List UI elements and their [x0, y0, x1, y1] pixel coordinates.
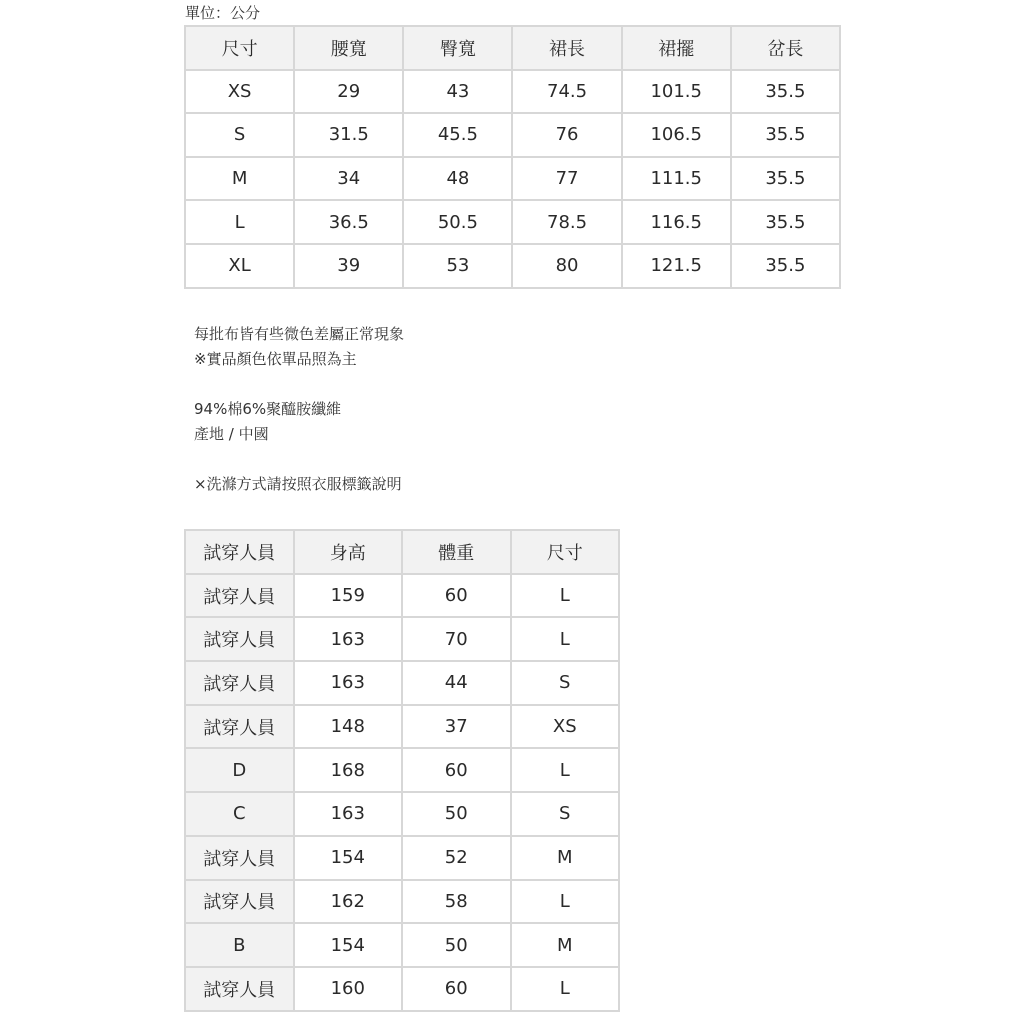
table-cell: 36.5	[294, 200, 403, 244]
table-row	[185, 661, 619, 705]
table-cell: L	[511, 748, 620, 792]
table-cell: S	[511, 661, 620, 705]
table-cell: 78.5	[512, 200, 621, 244]
table-cell: 31.5	[294, 113, 403, 157]
table-row	[185, 792, 619, 836]
table-cell: L	[511, 617, 620, 661]
table-cell: M	[511, 836, 620, 880]
table-cell: 163	[294, 661, 403, 705]
table-row	[185, 836, 619, 880]
color-variance-note: 每批布皆有些微色差屬正常現象	[194, 325, 405, 343]
table-cell: M	[511, 923, 620, 967]
table-header-row	[185, 26, 840, 70]
table-cell: 50	[402, 792, 511, 836]
header-cell: 尺寸	[511, 530, 620, 574]
table-cell: 162	[294, 880, 403, 924]
origin-note: 產地 / 中國	[194, 425, 269, 443]
table-cell: 50.5	[403, 200, 512, 244]
washing-note: ×洗滌方式請按照衣服標籤說明	[194, 475, 402, 493]
table-cell: XS	[511, 705, 620, 749]
table-cell: 159	[294, 574, 403, 618]
table-cell: B	[185, 923, 294, 967]
table-cell: 52	[402, 836, 511, 880]
table-cell: 試穿人員	[185, 574, 294, 618]
table-cell: 160	[294, 967, 403, 1011]
table-row	[185, 244, 840, 288]
table-header-row	[185, 530, 619, 574]
table-cell: 101.5	[622, 70, 731, 114]
table-cell: 106.5	[622, 113, 731, 157]
color-reference-note: ※實品顏色依單品照為主	[194, 350, 357, 368]
table-cell: 試穿人員	[185, 836, 294, 880]
header-cell: 裙長	[512, 26, 621, 70]
table-cell: L	[511, 967, 620, 1011]
header-cell: 裙擺	[622, 26, 731, 70]
header-cell: 腰寬	[294, 26, 403, 70]
table-cell: 154	[294, 923, 403, 967]
header-cell: 岔長	[731, 26, 840, 70]
table-cell: 168	[294, 748, 403, 792]
table-cell: 111.5	[622, 157, 731, 201]
table-cell: 35.5	[731, 200, 840, 244]
table-row	[185, 157, 840, 201]
table-cell: D	[185, 748, 294, 792]
table-cell: 35.5	[731, 113, 840, 157]
table-cell: 試穿人員	[185, 705, 294, 749]
table-row	[185, 574, 619, 618]
table-cell: 154	[294, 836, 403, 880]
table-cell: 43	[403, 70, 512, 114]
table-row	[185, 705, 619, 749]
table-row	[185, 113, 840, 157]
table-cell: 121.5	[622, 244, 731, 288]
table-cell: L	[511, 880, 620, 924]
table-cell: L	[511, 574, 620, 618]
table-cell: 80	[512, 244, 621, 288]
table-cell: 116.5	[622, 200, 731, 244]
header-cell: 體重	[402, 530, 511, 574]
table-row	[185, 748, 619, 792]
table-cell: XS	[185, 70, 294, 114]
table-cell: 試穿人員	[185, 661, 294, 705]
table-row	[185, 70, 840, 114]
table-cell: 60	[402, 748, 511, 792]
table-row	[185, 967, 619, 1011]
table-cell: 70	[402, 617, 511, 661]
table-cell: S	[185, 113, 294, 157]
table-cell: 35.5	[731, 70, 840, 114]
table-cell: 37	[402, 705, 511, 749]
table-cell: C	[185, 792, 294, 836]
table-cell: 60	[402, 967, 511, 1011]
table-cell: 39	[294, 244, 403, 288]
table-cell: 34	[294, 157, 403, 201]
header-cell: 試穿人員	[185, 530, 294, 574]
spacer	[194, 372, 404, 397]
product-notes	[194, 322, 404, 497]
table-row	[185, 617, 619, 661]
material-note: 94%棉6%聚醯胺纖維	[194, 400, 342, 418]
table-cell: S	[511, 792, 620, 836]
header-cell: 身高	[294, 530, 403, 574]
table-cell: 29	[294, 70, 403, 114]
table-cell: 53	[403, 244, 512, 288]
table-cell: L	[185, 200, 294, 244]
unit-label: 單位：公分	[185, 4, 261, 22]
table-cell: 50	[402, 923, 511, 967]
table-row	[185, 923, 619, 967]
table-cell: 60	[402, 574, 511, 618]
table-cell: 163	[294, 792, 403, 836]
header-cell: 尺寸	[185, 26, 294, 70]
fitting-table	[184, 529, 620, 1012]
table-cell: 35.5	[731, 244, 840, 288]
table-cell: XL	[185, 244, 294, 288]
table-cell: 45.5	[403, 113, 512, 157]
table-cell: 試穿人員	[185, 967, 294, 1011]
table-cell: 48	[403, 157, 512, 201]
table-cell: 163	[294, 617, 403, 661]
table-cell: 76	[512, 113, 621, 157]
size-chart-table	[184, 25, 841, 289]
table-cell: 74.5	[512, 70, 621, 114]
table-cell: 148	[294, 705, 403, 749]
table-cell: 35.5	[731, 157, 840, 201]
table-cell: 試穿人員	[185, 617, 294, 661]
table-cell: M	[185, 157, 294, 201]
table-cell: 77	[512, 157, 621, 201]
spacer	[194, 447, 404, 472]
table-row	[185, 200, 840, 244]
table-cell: 58	[402, 880, 511, 924]
table-row	[185, 880, 619, 924]
table-cell: 試穿人員	[185, 880, 294, 924]
header-cell: 臀寬	[403, 26, 512, 70]
table-cell: 44	[402, 661, 511, 705]
